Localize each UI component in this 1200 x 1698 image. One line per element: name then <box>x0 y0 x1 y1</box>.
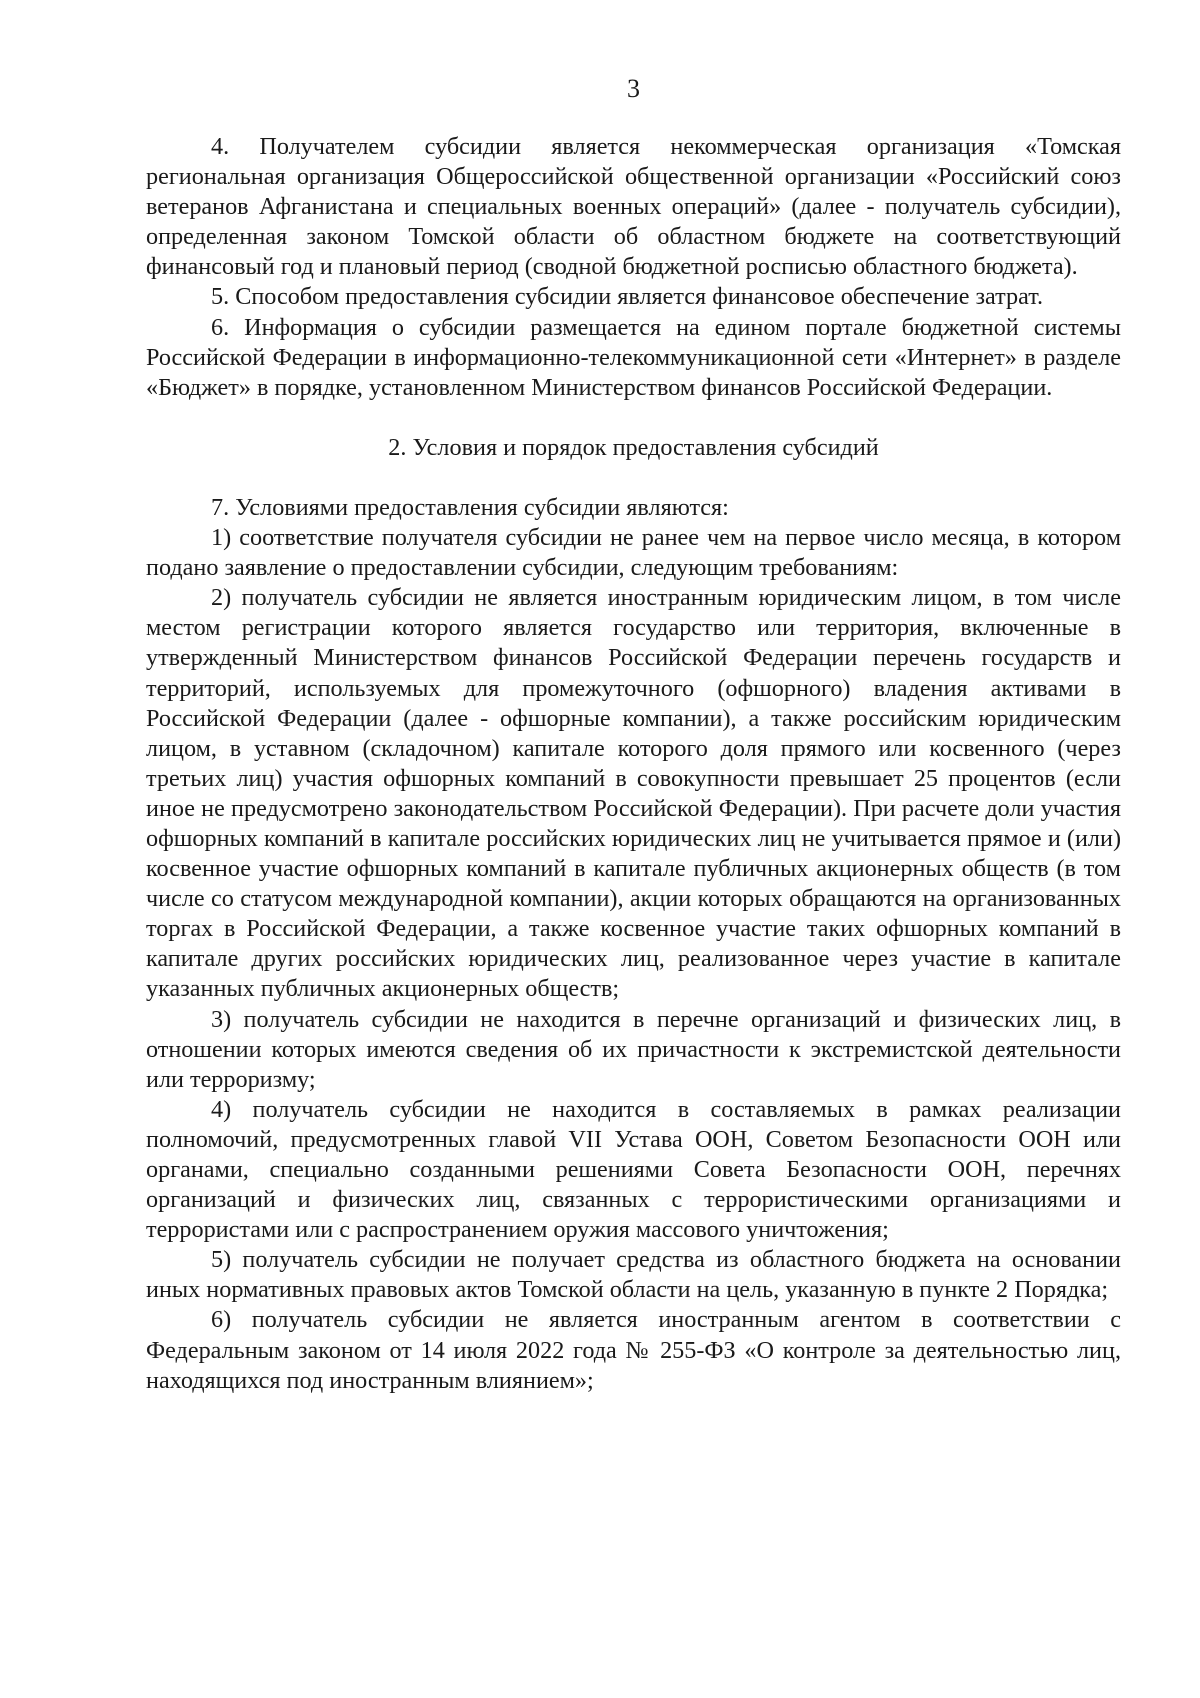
condition-1: 1) соответствие получателя субсидии не ранее чем на первое число месяца, в котором подано заявление о предоставлении субсидии, следующим требованиям: <box>146 524 1121 582</box>
paragraph-6: 6. Информация о субсидии размещается на едином портале бюджетной системы Российской Федерации в информационно-телекоммуникационной сети «Интернет» в разделе «Бюджет» в порядке, установленном Министерством финансов Российской Федерации. <box>146 313 1121 401</box>
condition-2: 2) получатель субсидии не является иностранным юридическим лицом, в том числе местом регистрации которого является государство или территория, включенные в утвержденный Министерством финансов Российской Федерации перечень государств и территорий, используемых для промежуточного (офшорного) владения активами в Российской Федерации (далее - офшорные компании), а также российским юридическим лицом, в уставном (складочном) капитале которого доля прямого или косвенного (через третьих лиц) участия офшорных компаний в совокупности превышает 25 процентов (если иное не предусмотрено законодательством Российской Федерации). При расчете доли участия офшорных компаний в капитале российских юридических лиц не учитывается прямое и (или) косвенное участие офшорных компаний в капитале публичных акционерных обществ (в том числе со статусом международной компании), акции которых обращаются на организованных торгах в Российской Федерации, а также косвенное участие таких офшорных компаний в капитале других российских юридических лиц, реализованное через участие в капитале указанных публичных акционерных обществ; <box>146 584 1121 1003</box>
section-heading: 2. Условия и порядок предоставления субсидий <box>388 433 879 461</box>
document-body <box>146 132 1121 1396</box>
paragraph-7: 7. Условиями предоставления субсидии являются: <box>211 493 729 521</box>
paragraph-5: 5. Способом предоставления субсидии является финансовое обеспечение затрат. <box>211 283 1044 311</box>
condition-6: 6) получатель субсидии не является иностранным агентом в соответствии с Федеральным законом от 14 июля 2022 года № 255-ФЗ «О контроле за деятельностью лиц, находящихся под иностранным влиянием»; <box>146 1306 1121 1394</box>
condition-3: 3) получатель субсидии не находится в перечне организаций и физических лиц, в отношении которых имеются сведения об их причастности к экстремистской деятельности или терроризму; <box>146 1005 1121 1093</box>
condition-4: 4) получатель субсидии не находится в составляемых в рамках реализации полномочий, предусмотренных главой VII Устава ООН, Советом Безопасности ООН или органами, специально созданными решениями Совета Безопасности ООН, перечнях организаций и физических лиц, связанных с террористическими организациями и террористами или с распространением оружия массового уничтожения; <box>146 1095 1121 1244</box>
condition-5: 5) получатель субсидии не получает средства из областного бюджета на основании иных нормативных правовых актов Томской области на цель, указанную в пункте 2 Порядка; <box>146 1246 1121 1304</box>
page-number: 3 <box>627 74 640 103</box>
paragraph-4: 4. Получателем субсидии является некоммерческая организация «Томская региональная организация Общероссийской общественной организации «Российский союз ветеранов Афганистана и специальных военных операций» (далее - получатель субсидии), определенная законом Томской области об областном бюджете на соответствующий финансовый год и плановый период (сводной бюджетной росписью областного бюджета). <box>146 133 1121 281</box>
